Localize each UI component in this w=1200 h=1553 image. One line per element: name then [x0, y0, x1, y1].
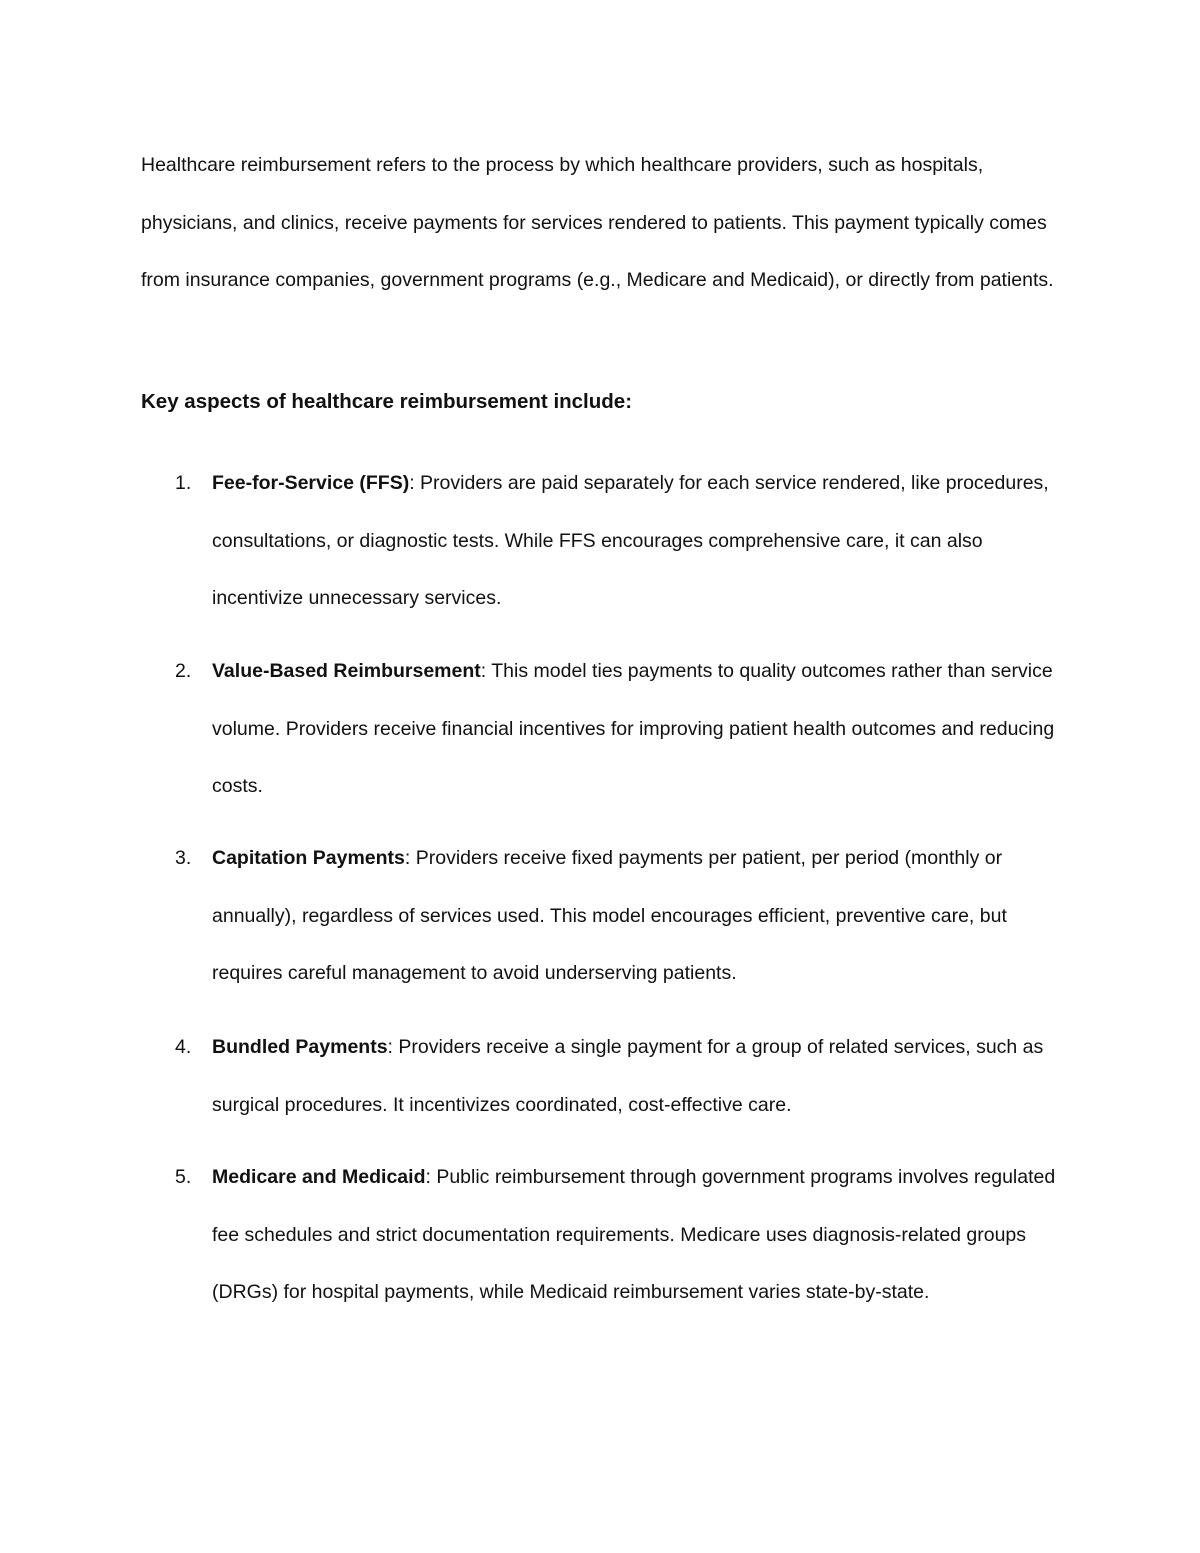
list-item-term: Fee-for-Service (FFS)	[212, 472, 410, 494]
list-item-term: Capitation Payments	[212, 847, 405, 869]
intro-paragraph: Healthcare reimbursement refers to the process by which healthcare providers, such as hospitals, physicians, and clinics, receive payments for services rendered to patients. This payment typically comes from insurance companies, government programs (e.g., Medicare and Medicaid), or directly from patients.	[141, 154, 1054, 291]
list-item-term: Value-Based Reimbursement	[212, 660, 481, 682]
section-heading: Key aspects of healthcare reimbursement include:	[141, 390, 633, 413]
list-item-number: 3.	[175, 847, 192, 869]
list-item-number: 2.	[175, 660, 192, 682]
list-item-term: Bundled Payments	[212, 1036, 388, 1058]
list-item	[175, 455, 1072, 628]
list-item-text: : Providers are paid separately for each service rendered, like procedures, consultations, or diagnostic tests. While FFS encourages comprehensive care, it can also incentivize unnecessary services.	[212, 472, 1049, 609]
list-item-number: 4.	[175, 1036, 192, 1058]
list-item-term: Medicare and Medicaid	[212, 1166, 426, 1188]
list-item-text: : Public reimbursement through government programs involves regulated fee schedules and strict documentation requirements. Medicare uses diagnosis-related groups (DRGs) for hospital payments, while Medicaid reimbursement varies state-by-state.	[212, 1166, 1056, 1303]
list-item	[175, 643, 1072, 816]
list-item	[175, 1019, 1072, 1134]
list-item-text: : Providers receive a single payment for a group of related services, such as surgical procedures. It incentivizes coordinated, cost-effective care.	[212, 1036, 1044, 1116]
list-item	[175, 1149, 1072, 1322]
list-item-text: : Providers receive fixed payments per patient, per period (monthly or annually), regardless of services used. This model encourages efficient, preventive care, but requires careful management to avoid underserving patients.	[212, 847, 1007, 984]
list-item-text: : This model ties payments to quality outcomes rather than service volume. Providers receive financial incentives for improving patient health outcomes and reducing costs.	[212, 660, 1055, 797]
list-item	[175, 830, 1072, 1003]
list-item-number: 1.	[175, 472, 192, 494]
list-item-number: 5.	[175, 1166, 192, 1188]
